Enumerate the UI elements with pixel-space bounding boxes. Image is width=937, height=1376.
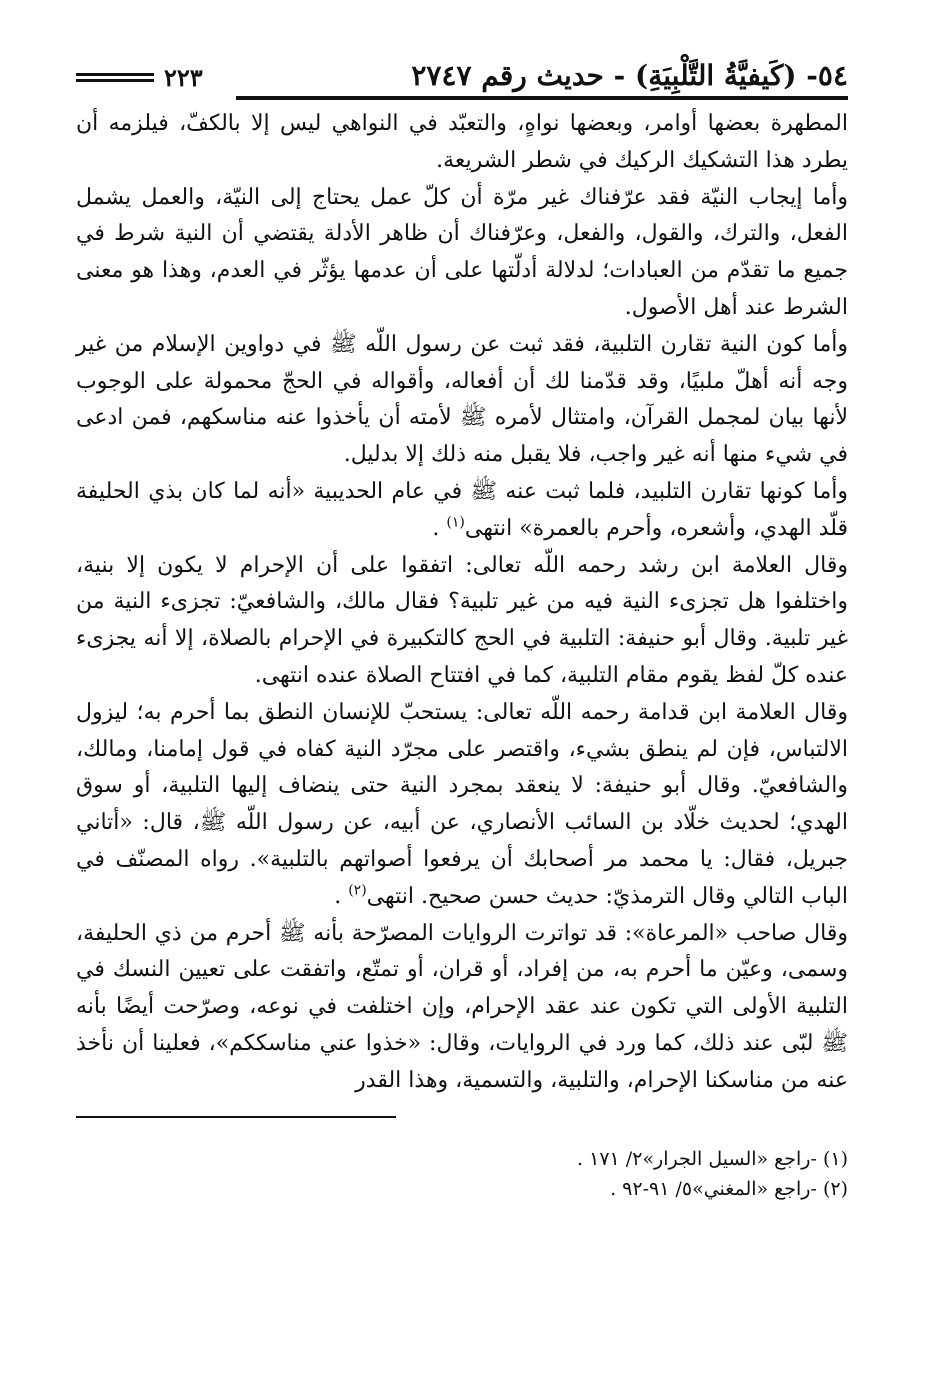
page-header <box>76 50 848 92</box>
paragraph-4 <box>76 474 848 548</box>
paragraph-6-end: . <box>334 883 342 909</box>
footnote-separator <box>76 1116 396 1118</box>
paragraph-5: وقال العلامة ابن رشد رحمه اللّه تعالى: اتفقوا على أن الإحرام لا يكون إلا بنية، واختلفوا هل تجزىء النية فيه من غير تلبية؟ فقال مالك، والشافعيّ: تجزىء النية من غير تلبية. وقال أبو حنيفة: التلبية في الحج كالتكبيرة في الإحرام بالصلاة، إلا أنه يجزىء عنده كلّ لفظ يقوم مقام التلبية، كما في افتتاح الصلاة عنده انتهى. <box>76 552 848 688</box>
footnote-2: (٢) -راجع «المغني»٥/ ٩١-٩٢ . <box>610 1177 848 1200</box>
page-number-block <box>76 63 203 92</box>
book-page <box>76 50 848 1204</box>
paragraph-4-text: وأما كونها تقارن التلبيد، فلما ثبت عنه ﷺ في عام الحديبية «أنه لما كان بذي الحليفة قلّد الهدي، وأشعره، وأحرم بالعمرة» انتهى <box>76 478 848 541</box>
paragraph-3: وأما كون النية تقارن التلبية، فقد ثبت عن رسول اللّه ﷺ في دواوين الإسلام من غير وجه أنه أهلّ ملبيًا، وقد قدّمنا لك أن أفعاله، وأقواله في الحجّ محمولة على الوجوب لأنها بيان لمجمل القرآن، وامتثال لأمره ﷺ لأمته أن يأخذوا عنه مناسكهم، فمن ادعى في شيء منها أنه غير واجب، فلا يقبل منه ذلك إلا بدليل. <box>76 331 848 468</box>
header-rule <box>236 96 848 100</box>
footnote-ref-2[interactable]: (٢) <box>348 882 367 899</box>
footnote-ref-1[interactable]: (١) <box>446 514 465 531</box>
paragraph-1: المطهرة بعضها أوامر، وبعضها نواهٍ، والتعبّد في النواهي ليس إلا بالكفّ، فيلزمه أن يطرد هذا التشكيك الركيك في شطر الشريعة. <box>76 111 848 173</box>
paragraph-7: وقال صاحب «المرعاة»: قد تواترت الروايات المصرّحة بأنه ﷺ أحرم من ذي الحليفة، وسمى، وعيّن ما أحرم به، من إفراد، أو قران، أو تمتّع، واتفقت على تعيين النسك في التلبية الأولى التي تكون عند عقد الإحرام، وإن اختلفت في نوعه، وصرّحت أيضًا بأنه ﷺ لبّى عند ذلك، كما ورد في الروايات، وقال: «خذوا عني مناسككم»، فعلينا أن نأخذ عنه من مناسكنا الإحرام، والتلبية، والتسمية، وهذا القدر <box>76 920 848 1093</box>
footnote-1: (١) -راجع «السيل الجرار»٢/ ١٧١ . <box>577 1147 848 1170</box>
paragraph-6-text: وقال العلامة ابن قدامة رحمه اللّه تعالى: يستحبّ للإنسان النطق بما أحرم به؛ ليزول الالتباس، فإن لم ينطق بشيء، واقتصر على مجرّد النية كفاه في قول إمامنا، ومالك، والشافعيّ. وقال أبو حنيفة: لا ينعقد بمجرد النية حتى ينضاف إليها التلبية، أو سوق الهدي؛ لحديث خلّاد بن السائب الأنصاري، عن أبيه، عن رسول اللّه ﷺ، قال: «أتاني جبريل، فقال: يا محمد مر أصحابك أن يرفعوا أصواتهم بالتلبية». رواه المصنّف في الباب التالي وقال الترمذيّ: حديث حسن صحيح. انتهى <box>76 699 848 909</box>
main-text <box>76 106 848 1100</box>
paragraph-6 <box>76 695 848 916</box>
page-number: ٢٢٣ <box>164 63 203 92</box>
footnotes <box>76 1144 848 1204</box>
paragraph-2: وأما إيجاب النيّة فقد عرّفناك غير مرّة أن كلّ عمل يحتاج إلى النيّة، والعمل يشمل الفعل، والترك، والقول، والفعل، وعرّفناك أن ظاهر الأدلة يقتضي أن النية شرط في جميع ما تقدّم من العبادات؛ لدلالة أدلّتها على أن عدمها يؤثّر في العدم، وهذا هو معنى الشرط عند أهل الأصول. <box>76 184 848 320</box>
paragraph-4-end: . <box>432 515 440 541</box>
header-ornament-lines <box>76 70 154 85</box>
running-title: ٥٤- (كَيفيَّةُ التَّلْبِيَةِ) - حديث رقم ٢٧٤٧ <box>411 59 848 92</box>
